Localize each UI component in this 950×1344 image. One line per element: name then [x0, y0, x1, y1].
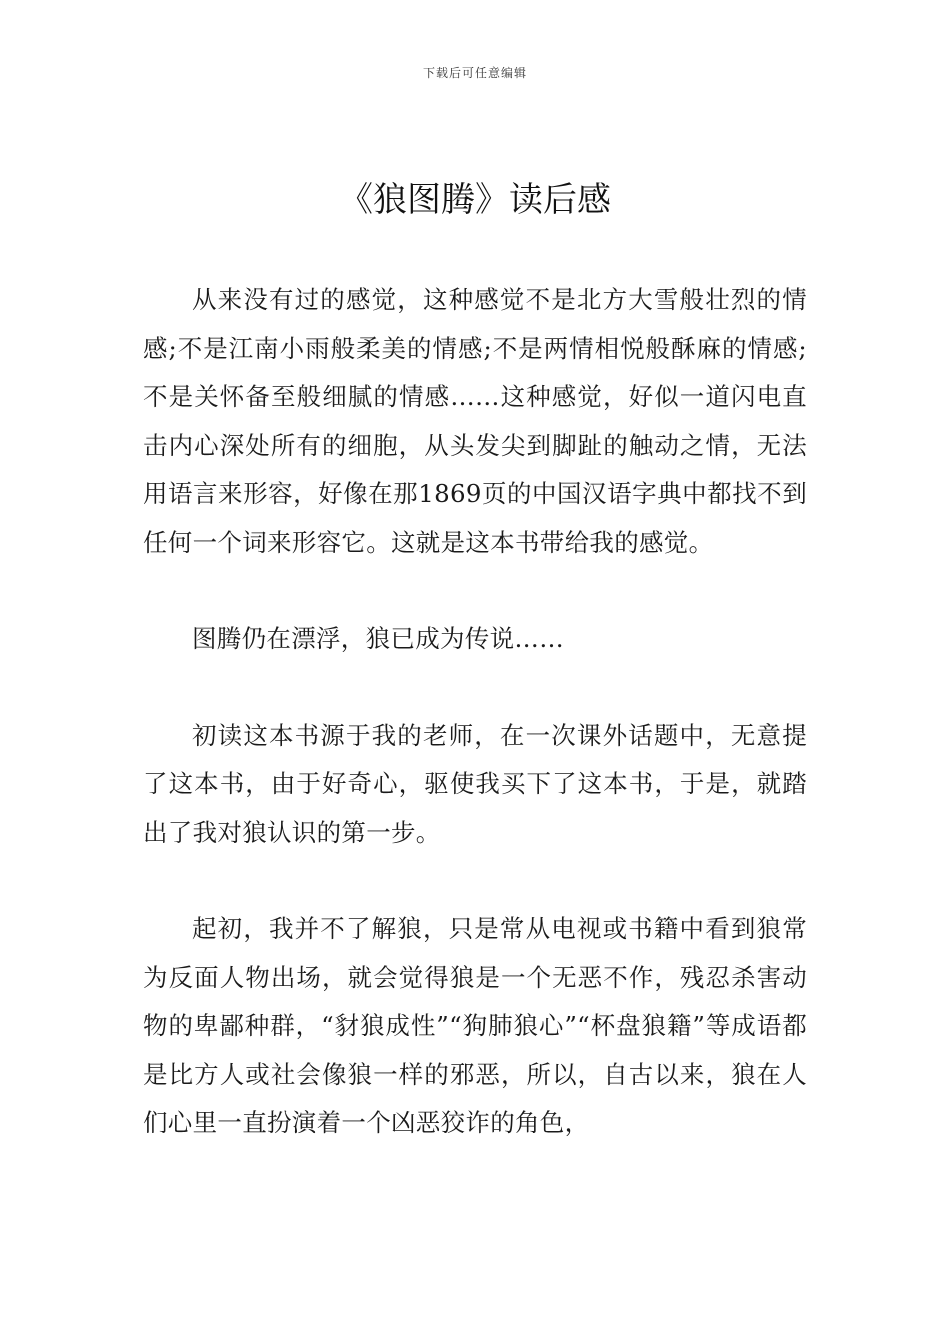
document-body — [143, 276, 807, 1148]
paragraph: 起初，我并不了解狼，只是常从电视或书籍中看到狼常为反面人物出场，就会觉得狼是一个无恶不作，残忍杀害动物的卑鄙种群，“豺狼成性”“狗肺狼心”“杯盘狼籍”等成语都是比方人或社会像狼一样的邪恶，所以，自古以来，狼在人们心里一直扮演着一个凶恶狡诈的角色， — [143, 914, 807, 1137]
paragraph: 图腾仍在漂浮，狼已成为传说…… — [192, 624, 564, 653]
paragraph: 从来没有过的感觉，这种感觉不是北方大雪般壮烈的情感;不是江南小雨般柔美的情感;不是两情相悦般酥麻的情感;不是关怀备至般细腻的情感……这种感觉，好似一道闪电直击内心深处所有的细胞，从头发尖到脚趾的触动之情，无法用语言来形容，好像在那1869页的中国汉语字典中都找不到任何一个词来形容它。这就是这本书带给我的感觉。 — [143, 285, 807, 557]
paragraph: 初读这本书源于我的老师，在一次课外话题中，无意提了这本书，由于好奇心，驱使我买下了这本书，于是，就踏出了我对狼认识的第一步。 — [143, 720, 807, 847]
document-title: 《狼图腾》读后感 — [339, 180, 611, 220]
header-note: 下载后可任意编辑 — [422, 66, 527, 80]
